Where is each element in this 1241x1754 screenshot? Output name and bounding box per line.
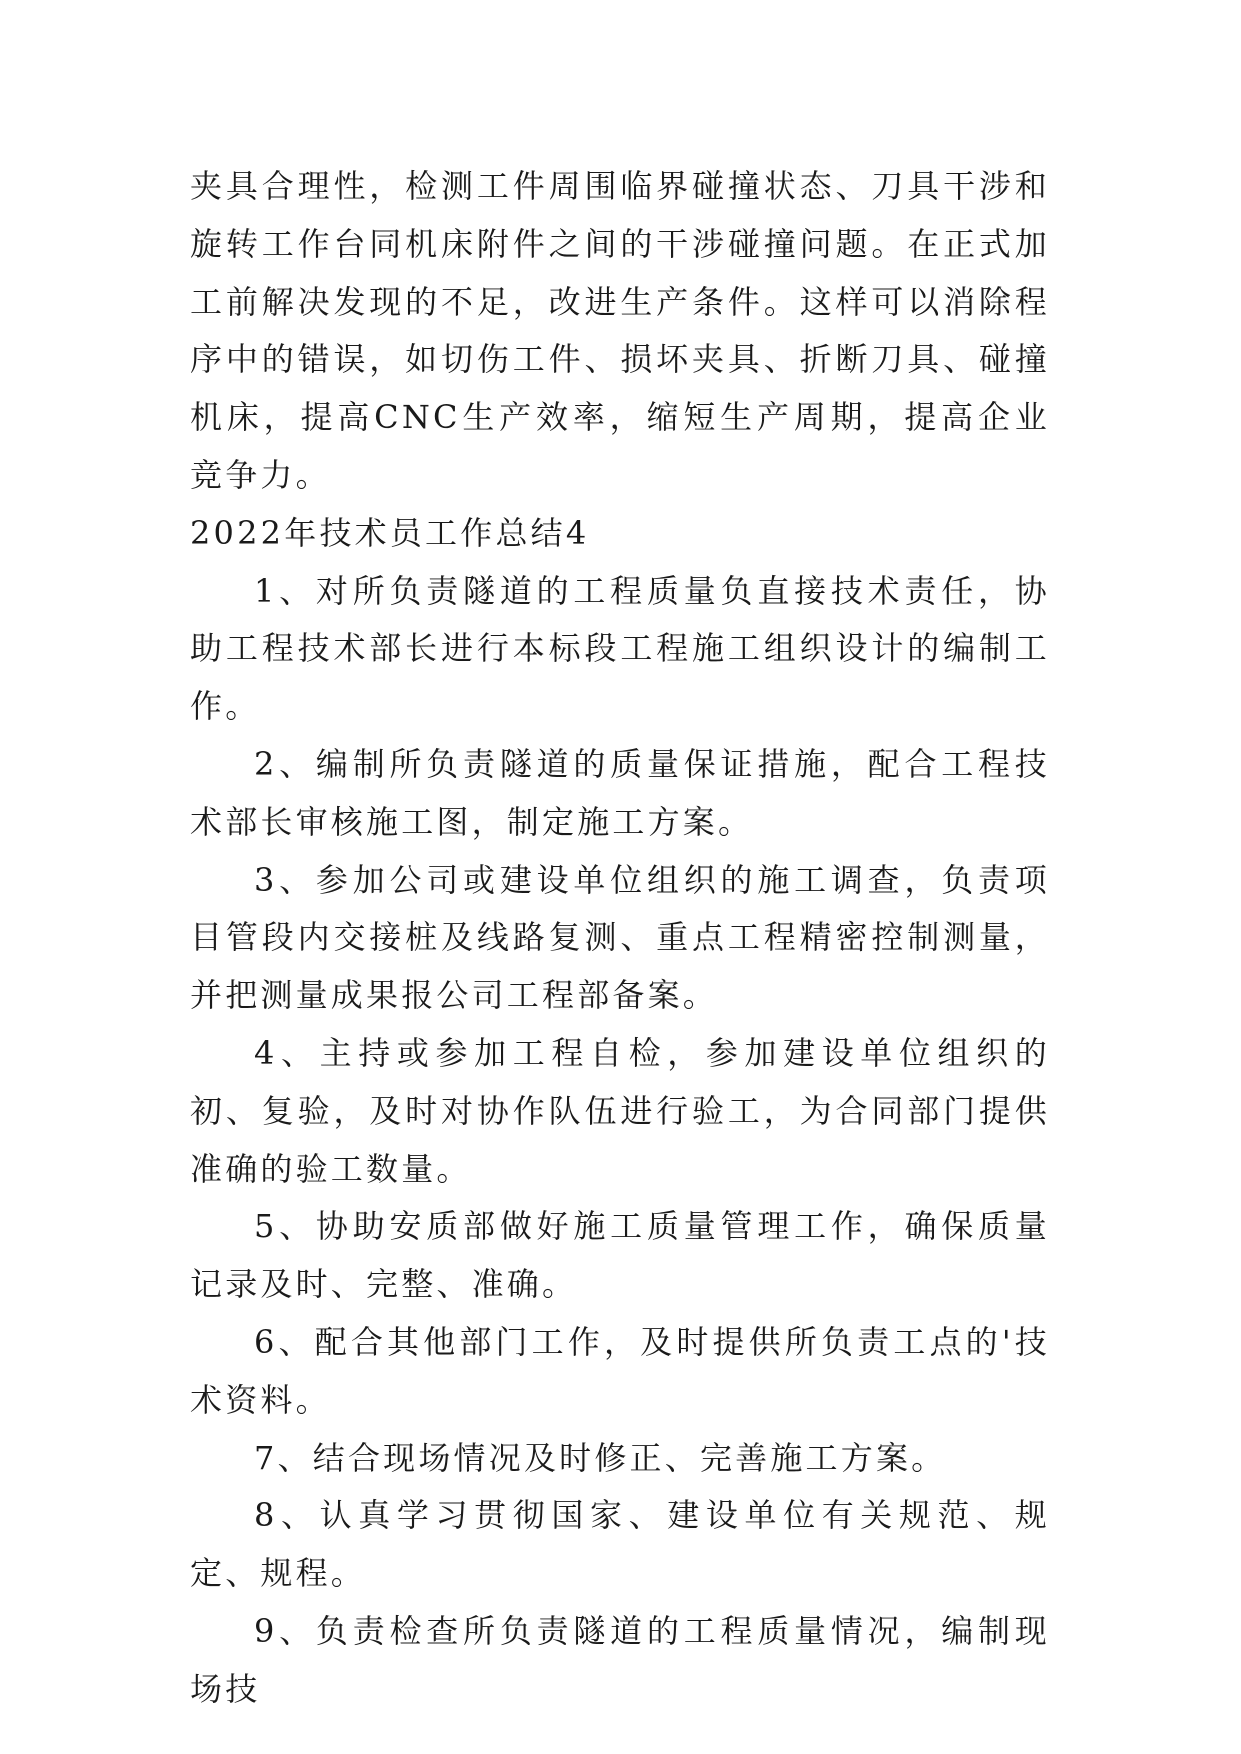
document-body: [190, 158, 1050, 1719]
list-item: 9、负责检查所负责隧道的工程质量情况，编制现场技: [190, 1611, 1050, 1708]
list-item: 2、编制所负责隧道的质量保证措施，配合工程技术部长审核施工图，制定施工方案。: [190, 744, 1050, 841]
section-title: 2022年技术员工作总结4: [190, 513, 590, 552]
list-item: 1、对所负责隧道的工程质量负直接技术责任，协助工程技术部长进行本标段工程施工组织设计的编制工作。: [190, 571, 1050, 726]
list-item: 6、配合其他部门工作，及时提供所负责工点的'技术资料。: [190, 1322, 1050, 1419]
list-item: 5、协助安质部做好施工质量管理工作，确保质量记录及时、完整、准确。: [190, 1207, 1050, 1304]
intro-paragraph: 夹具合理性，检测工件周围临界碰撞状态、刀具干涉和旋转工作台同机床附件之间的干涉碰撞问题。在正式加工前解决发现的不足，改进生产条件。这样可以消除程序中的错误，如切伤工件、损坏夹具、折断刀具、碰撞机床，提高CNC生产效率，缩短生产周期，提高企业竞争力。: [190, 167, 1050, 494]
list-item: 3、参加公司或建设单位组织的施工调查，负责项目管段内交接桩及线路复测、重点工程精密控制测量，并把测量成果报公司工程部备案。: [190, 860, 1050, 1015]
list-item: 8、认真学习贯彻国家、建设单位有关规范、规定、规程。: [190, 1496, 1050, 1593]
list-item: 4、主持或参加工程自检，参加建设单位组织的初、复验，及时对协作队伍进行验工，为合同部门提供准确的验工数量。: [190, 1033, 1050, 1188]
list-item: 7、结合现场情况及时修正、完善施工方案。: [254, 1438, 947, 1477]
